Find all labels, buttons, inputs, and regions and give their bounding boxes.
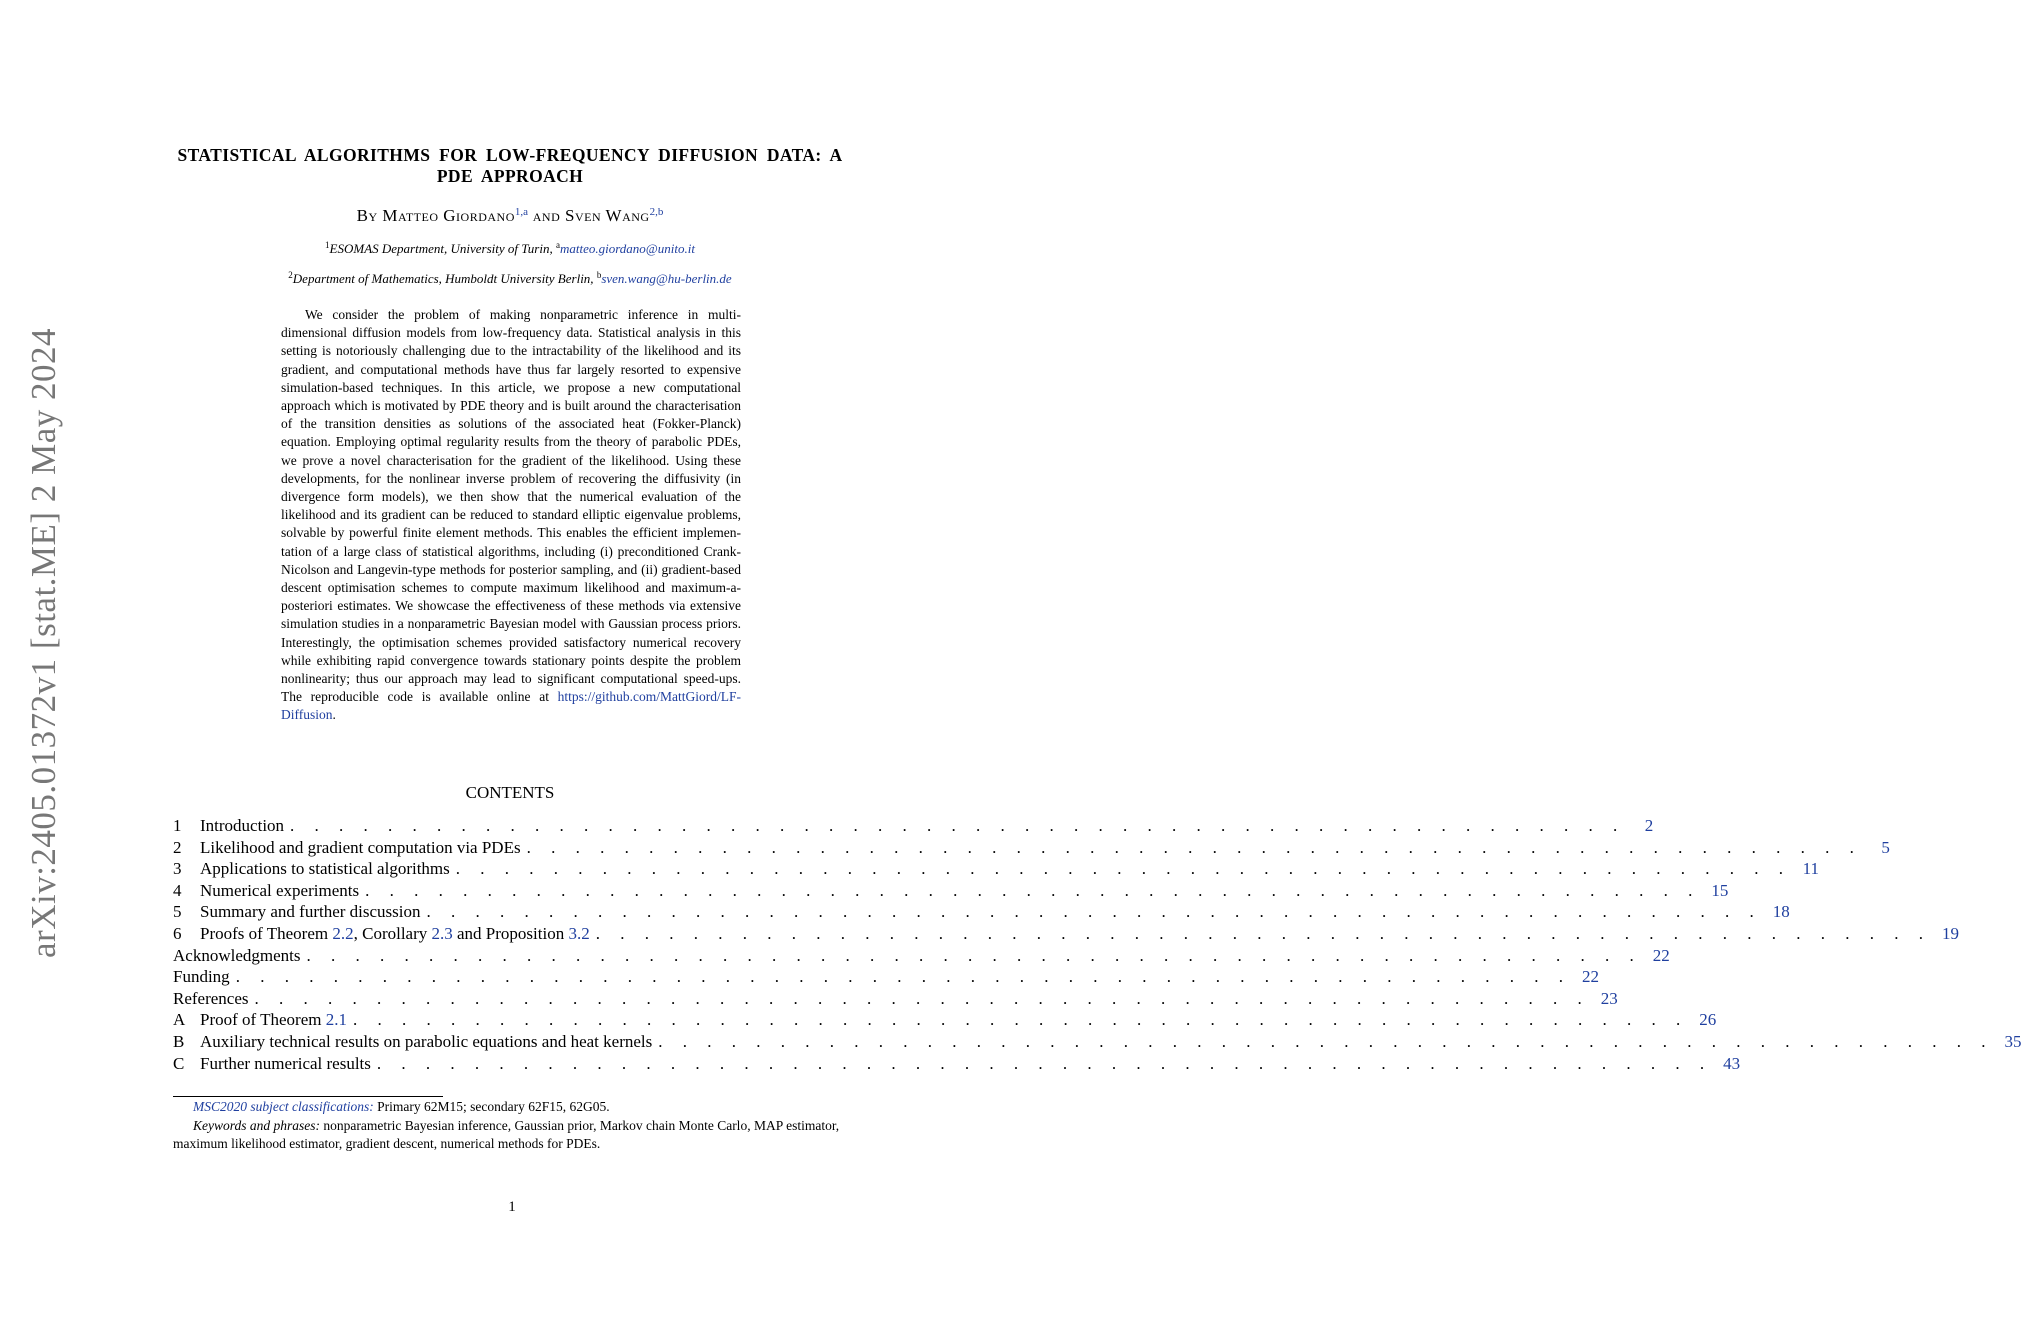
toc-entry[interactable] xyxy=(173,1031,2022,1053)
toc-leader-dots: . . . . . . . . . . . . . . . . . . . . . . . . . . . . . . . . . . . . . . . . . . . . . . . . . . . . . . . xyxy=(235,967,1571,987)
author-1-sup[interactable]: 1,a xyxy=(514,206,528,218)
toc-label-part: Proof of Theorem xyxy=(200,1010,326,1030)
toc-entry-page[interactable]: 23 xyxy=(1600,988,1618,1008)
theorem-ref-link[interactable]: 2.2 xyxy=(332,923,354,943)
toc-entry[interactable] xyxy=(173,988,1618,1010)
byline-and: and xyxy=(532,206,561,225)
toc-entry[interactable] xyxy=(173,1009,1717,1031)
toc-entry-label[interactable]: Likelihood and gradient computation via PDEs xyxy=(200,837,521,857)
toc-leader-dots: . . . . . . . . . . . . . . . . . . . . . . . . . . . . . . . . . . . . . . . . . . . . . . . . . . . . . . . xyxy=(290,816,1626,835)
toc-leader-dots: . . . . . . . . . . . . . . . . . . . . . . . . . . . . . . . . . . . . . . . . . . . . . . . . . . . . . . . xyxy=(376,1053,1713,1073)
footnotes xyxy=(173,1098,850,1154)
toc-entry-page[interactable]: 35 xyxy=(2004,1031,2022,1051)
toc-entry[interactable] xyxy=(173,837,1890,859)
paper-title xyxy=(160,145,860,187)
toc-entry-page[interactable]: 18 xyxy=(1772,902,1790,922)
table-of-contents xyxy=(173,815,2022,1074)
affiliation-1-text: ESOMAS Department, University of Turin, xyxy=(329,241,553,256)
toc-label-part: Proofs of Theorem xyxy=(200,923,333,943)
arxiv-sidebar-stamp xyxy=(16,327,72,958)
toc-entry[interactable] xyxy=(173,815,1654,837)
arxiv-id: arXiv:2405.01372v1 [stat.ME] 2 May 2024 xyxy=(24,327,64,958)
toc-leader-dots: . . . . . . . . . . . . . . . . . . . . . . . . . . . . . . . . . . . . . . . . . . . . . . . . . . . . . . . xyxy=(426,902,1762,922)
toc-entry-label[interactable]: Numerical experiments xyxy=(200,880,360,900)
abstract-end: . xyxy=(332,707,336,723)
toc-entry-number: C xyxy=(173,1053,185,1073)
affiliation-1-email-key: a xyxy=(555,240,560,250)
toc-entry-page[interactable]: 11 xyxy=(1802,859,1820,879)
footnote-divider xyxy=(173,1096,443,1097)
keywords-text: nonparametric Bayesian inference, Gaussian prior, Markov chain Monte Carlo, MAP estimator, maximum likelihood estimator, gradient descent, numerical methods for PDEs. xyxy=(173,1117,840,1151)
toc-leader-dots: . . . . . . . . . . . . . . . . . . . . . . . . . . . . . . . . . . . . . . . . . . . . . . . . . . . . . . . xyxy=(353,1010,1689,1030)
toc-entry[interactable] xyxy=(173,945,1670,967)
code-url-link[interactable]: https://github.com/MattGiord/LF-Diffusion xyxy=(281,689,742,723)
keywords-label: Keywords and phrases: xyxy=(193,1117,320,1133)
toc-entry[interactable] xyxy=(173,966,1599,988)
toc-leader-dots: . . . . . . . . . . . . . . . . . . . . . . . . . . . . . . . . . . . . . . . . . . . . . . . . . . . . . . . xyxy=(365,880,1701,900)
toc-entry-label[interactable] xyxy=(200,923,590,945)
toc-entry-page[interactable]: 5 xyxy=(1881,837,1890,857)
toc-leader-dots: . . . . . . . . . . . . . . . . . . . . . . . . . . . . . . . . . . . . . . . . . . . . . . . . . . . . . . . xyxy=(595,923,1931,943)
toc-entry-page[interactable]: 22 xyxy=(1652,945,1670,965)
toc-leader-dots: . . . . . . . . . . . . . . . . . . . . . . . . . . . . . . . . . . . . . . . . . . . . . . . . . . . . . . . xyxy=(658,1031,1994,1051)
toc-entry-label[interactable]: References xyxy=(173,988,249,1008)
toc-entry[interactable] xyxy=(173,858,1820,880)
toc-entry-label[interactable]: Applications to statistical algorithms xyxy=(200,859,450,879)
toc-entry-number: 3 xyxy=(173,859,182,879)
msc-text: Primary 62M15; secondary 62F15, 62G05. xyxy=(377,1099,610,1114)
affiliation-2-email-key: b xyxy=(596,270,602,280)
toc-entry-label[interactable] xyxy=(200,1009,347,1031)
affiliation-2 xyxy=(160,270,860,287)
toc-entry-label[interactable]: Introduction xyxy=(200,816,285,835)
author-1-name: Matteo Giordano xyxy=(382,206,515,225)
abstract xyxy=(281,306,741,725)
affiliation-1 xyxy=(160,240,860,257)
affiliation-2-email[interactable]: sven.wang@hu-berlin.de xyxy=(601,271,732,286)
title-line-1: STATISTICAL ALGORITHMS FOR LOW-FREQUENCY DIFFUSION DATA: A xyxy=(177,145,843,165)
affiliation-1-email[interactable]: matteo.giordano@unito.it xyxy=(559,241,695,256)
toc-entry-label[interactable]: Further numerical results xyxy=(200,1053,371,1073)
toc-entry-label[interactable]: Summary and further discussion xyxy=(200,902,421,922)
toc-leader-dots: . . . . . . . . . . . . . . . . . . . . . . . . . . . . . . . . . . . . . . . . . . . . . . . . . . . . . . . xyxy=(306,945,1642,965)
toc-entry-number: B xyxy=(173,1031,185,1051)
toc-entry[interactable] xyxy=(173,923,1959,945)
toc-entry-page[interactable]: 19 xyxy=(1941,923,1959,943)
toc-leader-dots: . . . . . . . . . . . . . . . . . . . . . . . . . . . . . . . . . . . . . . . . . . . . . . . . . . . . . . . xyxy=(526,837,1862,857)
toc-entry-number: A xyxy=(173,1010,186,1030)
toc-entry[interactable] xyxy=(173,1053,1741,1075)
theorem-ref-link[interactable]: 2.1 xyxy=(325,1010,347,1030)
toc-label-part: , Corollary xyxy=(353,923,432,943)
toc-label-part: and Proposition xyxy=(452,923,569,943)
keywords-footnote xyxy=(173,1117,850,1154)
abstract-text: We consider the problem of making nonparametric inference in multidimensional diffusion models from low-frequency data. Statistical analysis in this setting is notoriously challenging due to the intractability of the likelihood and its gradient, and computational methods have thus far largely resorted to expensive simulation-based techniques. In this article, we propose a new computational approach which is motivated by PDE theory and is built around the characterisation of the transition densities as solutions of the associated heat (Fokker-Planck) equation. Employing optimal regularity results from the theory of parabolic PDEs, we prove a novel characterisation for the gradient of the likelihood. Using these developments, for the nonlinear inverse problem of recovering the diffusivity (in divergence form models), we then show that the numerical evaluation of the likelihood and its gradient can be reduced to standard elliptic eigenvalue problems, solvable by powerful finite element methods. This enables the efficient implementation of a large class of statistical algorithms, including (i) preconditioned Crank-Nicolson and Langevin-type methods for posterior sampling, and (ii) gradient-based descent optimisation schemes to compute maximum likelihood and maximum-a-posteriori estimates. We showcase the effectiveness of these methods via extensive simulation studies in a nonparametric Bayesian model with Gaussian process priors. Interestingly, the optimisation schemes provided satisfactory numerical recovery while exhibiting rapid convergence towards stationary points despite the problem nonlinearity; thus our approach may lead to significant computational speed-ups. The reproducible code is available online at xyxy=(281,307,741,705)
contents-heading: CONTENTS xyxy=(465,783,555,802)
toc-entry[interactable] xyxy=(173,880,1729,902)
msc-footnote xyxy=(173,1098,850,1117)
affiliation-1-num: 1 xyxy=(325,240,330,250)
toc-entry-page[interactable]: 26 xyxy=(1699,1010,1717,1030)
toc-entry-page[interactable]: 2 xyxy=(1644,816,1654,835)
toc-entry-number: 6 xyxy=(173,923,182,943)
toc-entry-label[interactable]: Acknowledgments xyxy=(173,945,301,965)
toc-entry-number: 4 xyxy=(173,880,182,900)
toc-entry-page[interactable]: 43 xyxy=(1723,1053,1741,1073)
toc-entry-label[interactable]: Auxiliary technical results on parabolic equations and heat kernels xyxy=(200,1031,653,1051)
author-2-sup[interactable]: 2,b xyxy=(649,206,664,218)
proposition-ref-link[interactable]: 3.2 xyxy=(568,923,590,943)
toc-entry-number: 2 xyxy=(173,837,182,857)
author-2-name: Sven Wang xyxy=(565,206,650,225)
toc-entry-page[interactable]: 15 xyxy=(1711,880,1729,900)
corollary-ref-link[interactable]: 2.3 xyxy=(431,923,453,943)
affiliation-2-num: 2 xyxy=(288,270,293,280)
author-byline xyxy=(160,206,860,226)
toc-entry[interactable] xyxy=(173,901,1790,923)
toc-entry-page[interactable]: 22 xyxy=(1581,967,1599,987)
byline-by: By xyxy=(356,206,378,225)
page-number: 1 xyxy=(508,1199,516,1215)
toc-leader-dots: . . . . . . . . . . . . . . . . . . . . . . . . . . . . . . . . . . . . . . . . . . . . . . . . . . . . . . . xyxy=(455,859,1792,879)
title-line-2: PDE APPROACH xyxy=(436,166,584,186)
affiliation-2-text: Department of Mathematics, Humboldt University Berlin, xyxy=(292,271,594,286)
toc-entry-number: 5 xyxy=(173,902,182,922)
toc-entry-number: 1 xyxy=(173,816,182,835)
toc-entry-label[interactable]: Funding xyxy=(173,967,230,987)
toc-leader-dots: . . . . . . . . . . . . . . . . . . . . . . . . . . . . . . . . . . . . . . . . . . . . . . . . . . . . . . . xyxy=(254,988,1590,1008)
msc-link[interactable]: MSC2020 subject classifications: xyxy=(193,1099,374,1114)
